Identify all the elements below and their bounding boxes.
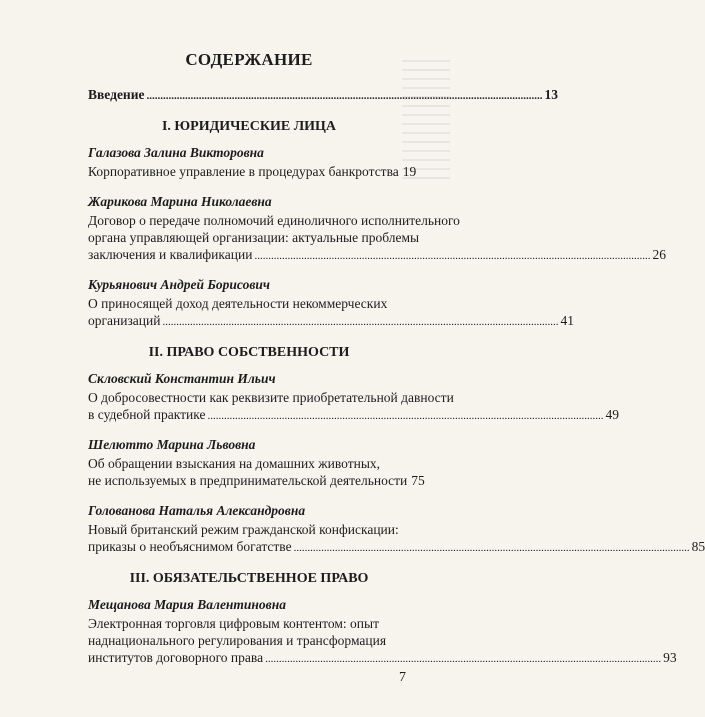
title-final-line — [88, 472, 425, 491]
page-ref: 19 — [402, 164, 417, 179]
author-name: Курьянович Андрей Борисович — [88, 277, 270, 292]
toc-entry[interactable] — [88, 194, 666, 265]
title-final-line — [88, 649, 677, 668]
entry-title-line: наднационального регулирования и трансформация — [88, 633, 387, 648]
title-final-line — [88, 312, 574, 331]
entry-title-line: органа управляющей организации: актуальные проблемы — [88, 230, 420, 245]
title-final-line — [88, 538, 705, 557]
author-name: Скловский Константин Ильич — [88, 371, 276, 386]
page-number: 7 — [399, 670, 406, 685]
title-final-line — [88, 163, 417, 182]
entry-title-line: институтов договорного права — [88, 650, 264, 665]
author-name: Жарикова Марина Николаевна — [88, 194, 272, 209]
entry-title-line: Об обращении взыскания на домашних животных, — [88, 456, 381, 471]
toc-entry[interactable] — [88, 597, 677, 668]
entry-title-line: Корпоративное управление в процедурах банкротства — [88, 164, 399, 179]
section-heading: I. ЮРИДИЧЕСКИЕ ЛИЦА — [161, 119, 337, 134]
entry-title-line: заключения и квалификации — [88, 247, 253, 262]
page-ref: 93 — [663, 650, 677, 665]
leader-dots — [146, 88, 542, 105]
entry-title-line: не используемых в предпринимательской деятельности — [88, 473, 408, 488]
author-name: Мещанова Мария Валентиновна — [88, 597, 286, 612]
title-final-line — [88, 246, 666, 265]
intro-page: 13 — [544, 87, 558, 102]
entry-title-line: организаций — [88, 313, 161, 328]
leader-dots — [294, 540, 690, 557]
entry-title-line: Электронная торговля цифровым контентом: опыт — [88, 616, 379, 631]
page-ref: 75 — [411, 473, 425, 488]
section-heading: II. ПРАВО СОБСТВЕННОСТИ — [148, 345, 350, 360]
entry-title-line: Договор о передаче полномочий единоличного исполнительного — [88, 213, 460, 228]
toc-entry[interactable] — [88, 145, 417, 182]
section-heading: III. ОБЯЗАТЕЛЬСТВЕННОЕ ПРАВО — [129, 571, 369, 586]
toc-entry[interactable] — [88, 503, 705, 557]
toc-entry[interactable] — [88, 437, 425, 491]
leader-dots — [207, 408, 603, 425]
page-ref: 26 — [652, 247, 666, 262]
entry-title-line: О приносящей доход деятельности некоммерческих — [88, 296, 388, 311]
author-name: Галазова Залина Викторовна — [88, 145, 264, 160]
page-ref: 41 — [560, 313, 574, 328]
author-name: Голованова Наталья Александровна — [88, 503, 306, 518]
leader-dots — [162, 314, 558, 331]
toc-entry-intro[interactable] — [88, 86, 558, 105]
entry-title-line: в судебной практике — [88, 407, 206, 422]
toc-entry[interactable] — [88, 277, 574, 331]
entry-title-line: О добросовестности как реквизите приобретательной давности — [88, 390, 454, 405]
title-final-line — [88, 406, 619, 425]
page-ref: 85 — [691, 539, 705, 554]
leader-dots — [265, 651, 661, 668]
author-name: Шелютто Марина Львовна — [88, 437, 256, 452]
leader-dots — [254, 248, 650, 265]
table-of-contents — [88, 44, 705, 680]
entry-title-line: Новый британский режим гражданской конфискации: — [88, 522, 399, 537]
toc-entry[interactable] — [88, 371, 619, 425]
page-ref: 49 — [605, 407, 619, 422]
entry-title-line: приказы о необъяснимом богатстве — [88, 539, 292, 554]
intro-label: Введение — [88, 87, 145, 102]
toc-title: СОДЕРЖАНИЕ — [185, 50, 313, 69]
